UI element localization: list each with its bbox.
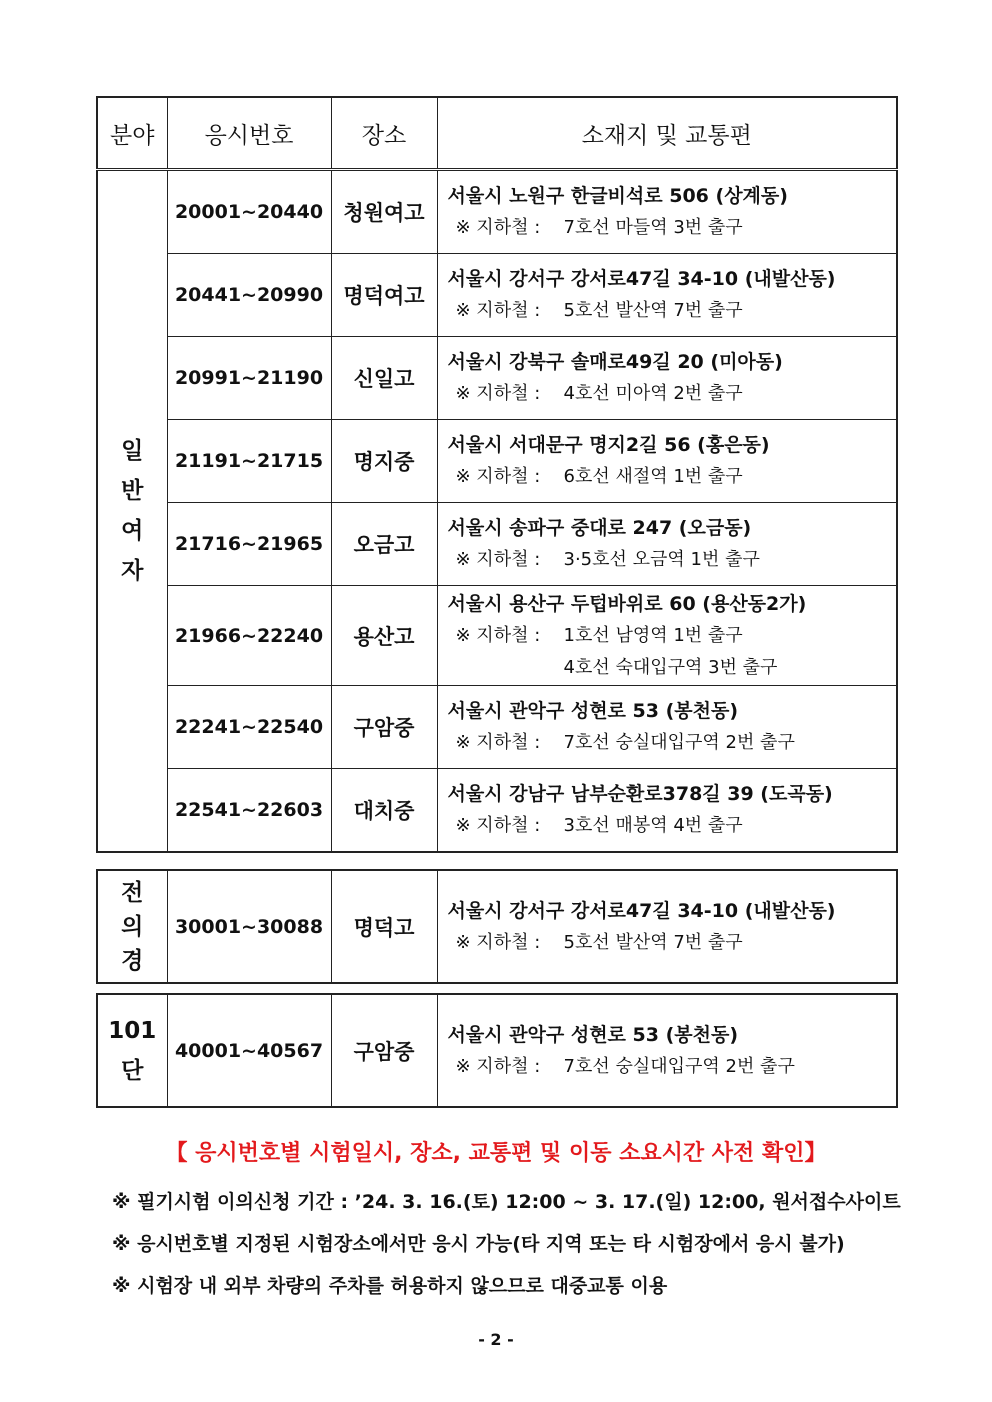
transit-info bbox=[448, 378, 897, 410]
transit-info bbox=[448, 810, 897, 842]
field-char: 일 bbox=[121, 438, 144, 464]
exam-venue-table-general-women bbox=[96, 96, 898, 853]
table-header-row bbox=[97, 97, 897, 170]
exam-number: 40001~40567 bbox=[167, 994, 331, 1107]
transit-route: 1호선 남영역 1번 출구 bbox=[563, 624, 743, 646]
venue-name: 구암중 bbox=[331, 686, 437, 769]
exam-number: 22241~22540 bbox=[167, 686, 331, 769]
header-exam-number: 응시번호 bbox=[167, 97, 331, 170]
address-cell bbox=[437, 170, 897, 254]
transit-info bbox=[448, 927, 897, 959]
field-char: 경 bbox=[121, 947, 144, 974]
header-field: 분야 bbox=[97, 97, 167, 170]
table-row bbox=[97, 586, 897, 686]
transit-info bbox=[448, 544, 897, 576]
transit-label: ※ 지하철 : bbox=[455, 549, 541, 570]
transit-route: 7호선 숭실대입구역 2번 출구 bbox=[563, 1055, 795, 1077]
header-place: 장소 bbox=[331, 97, 437, 170]
address-cell bbox=[437, 769, 897, 853]
transit-route: 3·5호선 오금역 1번 출구 bbox=[563, 549, 760, 570]
transit-label: ※ 지하철 : bbox=[455, 931, 541, 953]
address-cell bbox=[437, 994, 897, 1107]
address-cell bbox=[437, 870, 897, 983]
field-101 bbox=[97, 994, 167, 1107]
transit-info bbox=[448, 212, 897, 244]
venue-name: 오금고 bbox=[331, 503, 437, 586]
venue-name: 대치중 bbox=[331, 769, 437, 853]
exam-number: 30001~30088 bbox=[167, 870, 331, 983]
field-char: 전 bbox=[121, 879, 144, 906]
address-cell bbox=[437, 686, 897, 769]
transit-info bbox=[448, 461, 897, 493]
transit-label: ※ 지하철 : bbox=[455, 815, 541, 836]
field-char: 101 bbox=[108, 1017, 157, 1044]
field-char: 단 bbox=[121, 1057, 144, 1084]
table-row bbox=[97, 170, 897, 254]
exam-number: 20991~21190 bbox=[167, 337, 331, 420]
notice-title: 【 응시번호별 시험일시, 장소, 교통편 및 이동 소요시간 사전 확인】 bbox=[165, 1141, 827, 1166]
address: 서울시 강서구 강서로47길 34-10 (내발산동) bbox=[447, 899, 836, 922]
address-cell bbox=[437, 337, 897, 420]
address-cell bbox=[437, 586, 897, 686]
table-row bbox=[97, 870, 897, 983]
address: 서울시 강서구 강서로47길 34-10 (내발산동) bbox=[447, 268, 836, 290]
transit-label: ※ 지하철 : bbox=[455, 732, 541, 753]
transit-route: 4호선 미아역 2번 출구 bbox=[563, 383, 743, 404]
address: 서울시 강남구 남부순환로378길 39 (도곡동) bbox=[447, 783, 833, 805]
transit-route: 6호선 새절역 1번 출구 bbox=[563, 466, 743, 487]
venue-name: 용산고 bbox=[331, 586, 437, 686]
transit-info bbox=[448, 1051, 897, 1083]
venue-name: 청원여고 bbox=[331, 170, 437, 254]
table-row bbox=[97, 337, 897, 420]
table-row bbox=[97, 686, 897, 769]
transit-route: 3호선 매봉역 4번 출구 bbox=[563, 815, 743, 836]
exam-number: 21716~21965 bbox=[167, 503, 331, 586]
transit-label: ※ 지하철 : bbox=[455, 1055, 541, 1077]
table-row bbox=[97, 503, 897, 586]
page-number: - 2 - bbox=[478, 1330, 514, 1349]
exam-number: 22541~22603 bbox=[167, 769, 331, 853]
notice-item: ※ 필기시험 이의신청 기간 : ’24. 3. 16.(토) 12:00 ~ 3. 17.(일) 12:00, 원서접수사이트 bbox=[112, 1191, 901, 1213]
transit-label: ※ 지하철 : bbox=[455, 624, 541, 646]
transit-label: ※ 지하철 : bbox=[455, 383, 541, 404]
venue-name: 명지중 bbox=[331, 420, 437, 503]
field-char: 자 bbox=[121, 558, 144, 584]
exam-number: 20001~20440 bbox=[167, 170, 331, 254]
transit-label: ※ 지하철 : bbox=[455, 300, 541, 321]
address: 서울시 노원구 한글비석로 506 (상계동) bbox=[447, 185, 788, 207]
table-row bbox=[97, 254, 897, 337]
transit-label: ※ 지하철 : bbox=[455, 217, 541, 238]
address: 서울시 관악구 성현로 53 (봉천동) bbox=[447, 1023, 739, 1046]
address-cell bbox=[437, 420, 897, 503]
address: 서울시 서대문구 명지2길 56 (홍은동) bbox=[447, 434, 770, 456]
exam-number: 21191~21715 bbox=[167, 420, 331, 503]
field-jeon bbox=[97, 870, 167, 983]
field-general-women bbox=[97, 170, 167, 853]
transit-route: 5호선 발산역 7번 출구 bbox=[563, 300, 743, 321]
transit-route-extra: 4호선 숙대입구역 3번 출구 bbox=[563, 656, 778, 678]
exam-venue-table-101 bbox=[96, 993, 898, 1108]
field-char: 반 bbox=[121, 478, 144, 504]
table-row bbox=[97, 420, 897, 503]
transit-info bbox=[448, 295, 897, 327]
field-char: 의 bbox=[121, 913, 144, 940]
address: 서울시 관악구 성현로 53 (봉천동) bbox=[447, 700, 739, 722]
transit-info bbox=[448, 620, 897, 652]
notice-item: ※ 응시번호별 지정된 시험장소에서만 응시 가능(타 지역 또는 타 시험장에서 응시 불가) bbox=[112, 1233, 845, 1255]
transit-info bbox=[448, 727, 897, 759]
table-row bbox=[97, 769, 897, 853]
transit-label: ※ 지하철 : bbox=[455, 466, 541, 487]
address: 서울시 용산구 두텁바위로 60 (용산동2가) bbox=[447, 592, 807, 615]
venue-name: 명덕여고 bbox=[331, 254, 437, 337]
venue-name: 신일고 bbox=[331, 337, 437, 420]
address: 서울시 송파구 중대로 247 (오금동) bbox=[447, 517, 752, 539]
venue-name: 구암중 bbox=[331, 994, 437, 1107]
header-address-transit: 소재지 및 교통편 bbox=[437, 97, 897, 170]
field-char: 여 bbox=[121, 518, 144, 544]
exam-number: 21966~22240 bbox=[167, 586, 331, 686]
notice-list bbox=[112, 1182, 901, 1308]
exam-venue-table-jeon bbox=[96, 869, 898, 984]
address-cell bbox=[437, 503, 897, 586]
notice-item: ※ 시험장 내 외부 차량의 주차를 허용하지 않으므로 대중교통 이용 bbox=[112, 1275, 668, 1297]
address: 서울시 강북구 솔매로49길 20 (미아동) bbox=[447, 351, 783, 373]
exam-number: 20441~20990 bbox=[167, 254, 331, 337]
venue-name: 명덕고 bbox=[331, 870, 437, 983]
table-row bbox=[97, 994, 897, 1107]
address-cell bbox=[437, 254, 897, 337]
transit-route: 7호선 마들역 3번 출구 bbox=[563, 217, 743, 238]
transit-route: 5호선 발산역 7번 출구 bbox=[563, 931, 743, 953]
transit-route: 7호선 숭실대입구역 2번 출구 bbox=[563, 732, 795, 753]
